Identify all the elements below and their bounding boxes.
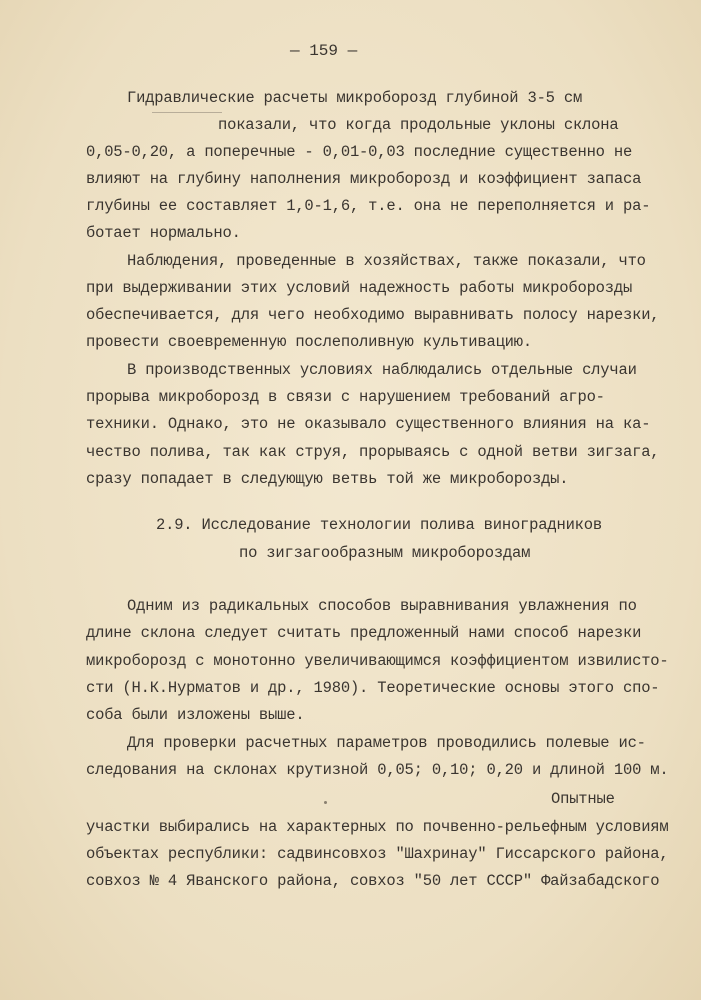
text-line: обеспечивается, для чего необходимо выравнивать полосу нарезки, <box>86 306 660 324</box>
text-line: объектах республики: садвинсовхоз "Шахринау" Гиссарского района, <box>86 845 669 863</box>
text-line: Гидравлические расчеты микроборозд глубиной 3-5 см <box>127 89 583 107</box>
text-line: провести своевременную послеполивную культивацию. <box>86 333 532 351</box>
text-line: Для проверки расчетных параметров проводились полевые ис- <box>127 734 646 752</box>
page-number: — 159 — <box>290 42 358 60</box>
text-line: длине склона следует считать предложенный нами способ нарезки <box>86 624 642 642</box>
text-line: микроборозд с монотонно увеличивающимся коэффициентом извилисто- <box>86 652 669 670</box>
text-line: техники. Однако, это не оказывало существенного влияния на ка- <box>86 415 651 433</box>
text-line: сти (Н.К.Нурматов и др., 1980). Теоретические основы этого спо- <box>86 679 660 697</box>
section-heading-line: 2.9. Исследование технологии полива виноградников <box>156 516 602 534</box>
text-line: Одним из радикальных способов выравнивания увлажнения по <box>127 597 637 615</box>
text-line: сразу попадает в следующую ветвь той же микроборозды. <box>86 470 569 488</box>
text-line: ботает нормально. <box>86 224 241 242</box>
faint-mark <box>152 112 222 113</box>
text-line: глубины ее составляет 1,0-1,6, т.е. она не переполняется и ра- <box>86 197 651 215</box>
text-line: В производственных условиях наблюдались отдельные случаи <box>127 361 637 379</box>
text-line: Опытные <box>551 790 615 808</box>
text-line: влияют на глубину наполнения микроборозд и коэффициент запаса <box>86 170 642 188</box>
text-line: Наблюдения, проведенные в хозяйствах, также показали, что <box>127 252 646 270</box>
text-line: чество полива, так как струя, прорываясь с одной ветви зигзага, <box>86 443 660 461</box>
section-heading-line: по зигзагообразным микробороздам <box>239 544 531 562</box>
text-line: участки выбирались на характерных по почвенно-рельефным условиям <box>86 818 669 836</box>
text-line: следования на склонах крутизной 0,05; 0,10; 0,20 и длиной 100 м. <box>86 761 669 779</box>
text-line: совхоз № 4 Яванского района, совхоз "50 лет СССР" Файзабадского <box>86 872 660 890</box>
text-line: при выдерживании этих условий надежность работы микроборозды <box>86 279 633 297</box>
text-line: прорыва микроборозд в связи с нарушением требований агро- <box>86 388 605 406</box>
speck <box>324 801 327 804</box>
text-line: соба были изложены выше. <box>86 706 305 724</box>
text-line: показали, что когда продольные уклоны склона <box>218 116 619 134</box>
text-line: 0,05-0,20, а поперечные - 0,01-0,03 последние существенно не <box>86 143 633 161</box>
